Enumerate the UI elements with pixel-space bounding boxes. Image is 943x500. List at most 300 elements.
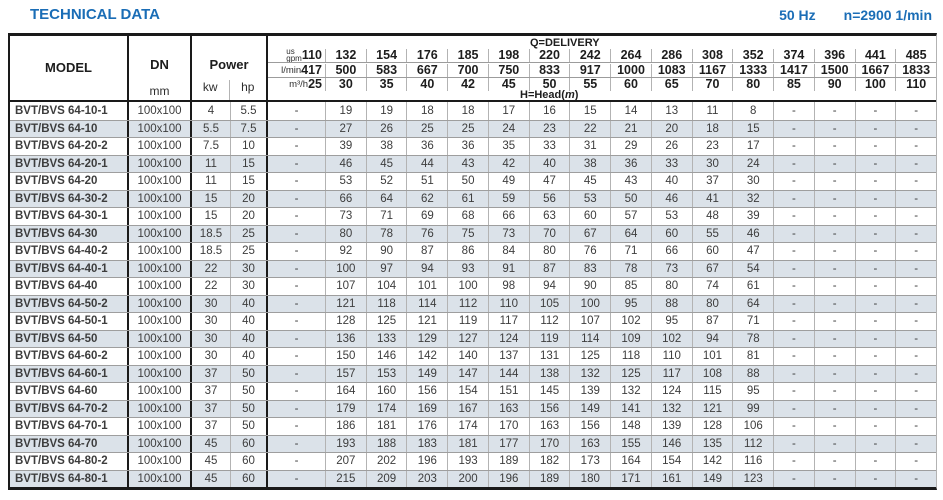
head-value-cell: 118 (610, 348, 651, 365)
kw-cell: 45 (204, 437, 218, 450)
head-value-cell: - (294, 455, 299, 468)
hp-cell: 10 (230, 138, 268, 155)
head-value-cell: - (294, 402, 299, 415)
head-value-cell: 15 (732, 121, 773, 138)
head-value-cell: - (855, 401, 896, 418)
head-value-cell: - (773, 278, 814, 295)
head-value-cell: 132 (569, 366, 610, 383)
head-value-cell: - (814, 278, 855, 295)
head-value-cell: - (895, 278, 936, 295)
head-value-cell: 132 (610, 383, 651, 400)
head-value-cell: - (294, 210, 299, 223)
head-value-cell: 95 (732, 383, 773, 400)
delivery-value-cell: 60 (610, 78, 651, 91)
head-value-cell: 110 (488, 296, 529, 313)
head-value-cell: 148 (610, 418, 651, 435)
head-value-cell: - (814, 102, 855, 120)
head-value-cell: 32 (732, 191, 773, 208)
head-value-cell: - (294, 280, 299, 293)
model-cell: BVT/BVS 64-30-1 (10, 208, 129, 225)
head-value-cell: - (814, 401, 855, 418)
delivery-value-cell: 441 (855, 49, 896, 62)
dn-cell: 100x100 (129, 418, 192, 435)
delivery-value-cell: 264 (610, 49, 651, 62)
head-value-cell: 23 (529, 121, 570, 138)
head-value-cell: 149 (406, 366, 447, 383)
hp-cell: 60 (230, 453, 268, 470)
dn-cell: 100x100 (129, 366, 192, 383)
head-value-cell: - (855, 436, 896, 453)
head-value-cell: - (895, 226, 936, 243)
delivery-value-cell: 1000 (610, 64, 651, 77)
head-value-cell: 145 (529, 383, 570, 400)
head-value-cell: - (294, 245, 299, 258)
head-value-cell: 47 (529, 173, 570, 190)
delivery-lmin-row (268, 62, 936, 77)
head-value-cell: 50 (447, 173, 488, 190)
head-value-cell: 66 (325, 191, 366, 208)
delivery-value-cell: 1167 (692, 64, 733, 77)
head-value-cell: 161 (651, 471, 692, 488)
kw-cell: 37 (204, 402, 218, 415)
kw-cell: 45 (204, 455, 218, 468)
table-header (10, 36, 936, 102)
head-value-cell: 62 (406, 191, 447, 208)
head-value-cell: - (814, 226, 855, 243)
head-value-cell: 196 (488, 471, 529, 488)
head-value-cell: 124 (488, 331, 529, 348)
delivery-value-cell: 485 (895, 49, 936, 62)
head-value-cell: 116 (732, 453, 773, 470)
head-value-cell: 146 (366, 348, 407, 365)
dn-cell: 100x100 (129, 313, 192, 330)
model-cell: BVT/BVS 64-60-1 (10, 366, 129, 383)
model-cell: BVT/BVS 64-80-1 (10, 471, 129, 488)
kw-cell: 4 (207, 104, 215, 117)
head-value-cell: 51 (406, 173, 447, 190)
dn-cell: 100x100 (129, 208, 192, 225)
head-value-cell: 46 (732, 226, 773, 243)
head-value-cell: - (855, 208, 896, 225)
kw-cell: 15 (204, 192, 218, 205)
head-value-cell: 186 (325, 418, 366, 435)
head-value-cell: 181 (447, 436, 488, 453)
head-value-cell: 41 (692, 191, 733, 208)
head-value-cell: 139 (651, 418, 692, 435)
table-row (10, 155, 936, 173)
head-value-cell: 151 (488, 383, 529, 400)
head-value-cell: 71 (610, 243, 651, 260)
delivery-value-cell: 1667 (855, 64, 896, 77)
head-value-cell: - (773, 191, 814, 208)
head-value-cell: - (855, 191, 896, 208)
head-value-cell: - (294, 332, 299, 345)
model-cell: BVT/BVS 64-70-2 (10, 401, 129, 418)
head-value-cell: - (294, 385, 299, 398)
head-value-cell: 17 (732, 138, 773, 155)
head-value-cell: 61 (732, 278, 773, 295)
hp-cell: 20 (230, 208, 268, 225)
head-value-cell: 118 (366, 296, 407, 313)
head-value-cell: 80 (651, 278, 692, 295)
table-row (10, 225, 936, 243)
head-value-cell: 25 (406, 121, 447, 138)
head-value-cell: 112 (447, 296, 488, 313)
head-value-cell: 47 (732, 243, 773, 260)
head-value-cell: 13 (651, 102, 692, 120)
head-value-cell: 69 (406, 208, 447, 225)
head-value-cell: 155 (610, 436, 651, 453)
head-value-cell: - (895, 366, 936, 383)
delivery-value-cell: 667 (406, 64, 447, 77)
head-value-cell: - (855, 471, 896, 488)
model-cell: BVT/BVS 64-10-1 (10, 102, 129, 120)
head-value-cell: 149 (569, 401, 610, 418)
head-value-cell: - (773, 348, 814, 365)
head-value-cell: 67 (692, 261, 733, 278)
dn-unit-label: mm (149, 84, 170, 98)
head-value-cell: - (855, 138, 896, 155)
head-value-cell: 43 (447, 156, 488, 173)
head-value-cell: 200 (447, 471, 488, 488)
head-value-cell: 163 (529, 418, 570, 435)
dn-cell: 100x100 (129, 156, 192, 173)
head-value-cell: - (855, 313, 896, 330)
head-value-cell: 207 (325, 453, 366, 470)
head-value-cell: 70 (529, 226, 570, 243)
head-value-cell: 46 (651, 191, 692, 208)
table-row (10, 330, 936, 348)
head-value-cell: - (855, 296, 896, 313)
delivery-value-cell: 185 (447, 49, 488, 62)
power-column-header (192, 36, 268, 100)
head-value-cell: 30 (692, 156, 733, 173)
head-value-cell: - (814, 243, 855, 260)
delivery-value-cell: 500 (325, 64, 366, 77)
delivery-value-cell: 110 (895, 78, 936, 91)
model-column-header (10, 36, 129, 100)
head-value-cell: 139 (569, 383, 610, 400)
kw-cell: 11 (205, 157, 217, 170)
head-value-cell: 87 (529, 261, 570, 278)
model-cell: BVT/BVS 64-50-2 (10, 296, 129, 313)
dn-cell: 100x100 (129, 102, 192, 120)
head-value-cell: - (773, 366, 814, 383)
head-value-cell: - (814, 313, 855, 330)
model-cell: BVT/BVS 64-40 (10, 278, 129, 295)
head-value-cell: 176 (406, 418, 447, 435)
head-value-cell: - (294, 420, 299, 433)
head-value-cell: 27 (325, 121, 366, 138)
delivery-value-cell: 50 (529, 78, 570, 91)
head-value-cell: 174 (366, 401, 407, 418)
head-value-cell: 193 (325, 436, 366, 453)
head-value-cell: 154 (651, 453, 692, 470)
head-value-cell: 150 (325, 348, 366, 365)
dn-cell: 100x100 (129, 331, 192, 348)
delivery-value-cell: 80 (732, 78, 773, 91)
model-cell: BVT/BVS 64-20-2 (10, 138, 129, 155)
kw-cell: 22 (204, 280, 218, 293)
head-value-cell: 33 (651, 156, 692, 173)
head-value-cell: - (895, 331, 936, 348)
head-value-cell: 37 (692, 173, 733, 190)
kw-cell: 30 (204, 332, 218, 345)
dn-cell: 100x100 (129, 191, 192, 208)
dn-cell: 100x100 (129, 401, 192, 418)
head-value-cell: - (773, 156, 814, 173)
kw-cell: 30 (204, 350, 218, 363)
kw-cell: 30 (204, 297, 218, 310)
head-value-cell: 164 (610, 453, 651, 470)
head-value-cell: 112 (732, 436, 773, 453)
head-value-cell: 83 (569, 261, 610, 278)
head-value-cell: 102 (651, 331, 692, 348)
head-value-cell: - (814, 173, 855, 190)
head-value-cell: 97 (366, 261, 407, 278)
head-value-cell: 11 (692, 102, 733, 120)
model-cell: BVT/BVS 64-20-1 (10, 156, 129, 173)
head-value-cell: 183 (406, 436, 447, 453)
dn-cell: 100x100 (129, 278, 192, 295)
delivery-label-row (268, 36, 936, 48)
table-row (10, 452, 936, 470)
head-value-cell: 164 (325, 383, 366, 400)
head-value-cell: - (895, 102, 936, 120)
model-cell: BVT/BVS 64-30-2 (10, 191, 129, 208)
delivery-value-cell: 1333 (732, 64, 773, 77)
model-cell: BVT/BVS 64-40-2 (10, 243, 129, 260)
head-value-cell: 163 (569, 436, 610, 453)
head-value-cell: 102 (610, 313, 651, 330)
head-value-cell: 20 (651, 121, 692, 138)
head-value-cell: - (294, 122, 299, 135)
head-label: H=Head(m) (520, 88, 579, 101)
head-value-cell: - (855, 243, 896, 260)
head-value-cell: 18 (692, 121, 733, 138)
head-value-cell: - (895, 138, 936, 155)
head-value-cell: - (773, 471, 814, 488)
head-value-cell: - (895, 401, 936, 418)
table-row (10, 295, 936, 313)
head-value-cell: - (895, 261, 936, 278)
head-value-cell: 87 (406, 243, 447, 260)
us-gpm-unit-label: us gpm (286, 46, 302, 63)
head-value-cell: - (294, 367, 299, 380)
head-value-cell: 35 (488, 138, 529, 155)
head-value-cell: 92 (325, 243, 366, 260)
head-value-cell: 115 (692, 383, 733, 400)
head-value-cell: 80 (692, 296, 733, 313)
head-value-cell: 53 (651, 208, 692, 225)
head-value-cell: 104 (366, 278, 407, 295)
hp-cell: 40 (230, 348, 268, 365)
head-value-cell: - (855, 261, 896, 278)
head-value-cell: 105 (529, 296, 570, 313)
head-value-cell: 66 (488, 208, 529, 225)
head-value-cell: 63 (529, 208, 570, 225)
head-value-cell: - (773, 173, 814, 190)
delivery-value-cell: 85 (773, 78, 814, 91)
head-value-cell: 84 (488, 243, 529, 260)
dn-cell: 100x100 (129, 436, 192, 453)
delivery-value-cell: 286 (651, 49, 692, 62)
head-value-cell: 169 (406, 401, 447, 418)
hp-cell: 30 (230, 261, 268, 278)
hp-cell: 15 (230, 173, 268, 190)
head-value-cell: 142 (406, 348, 447, 365)
head-value-cell: 78 (732, 331, 773, 348)
head-value-cell: 31 (569, 138, 610, 155)
head-value-cell: 107 (325, 278, 366, 295)
head-value-cell: 64 (732, 296, 773, 313)
hp-cell: 20 (230, 191, 268, 208)
head-value-cell: 177 (488, 436, 529, 453)
head-value-cell: 94 (406, 261, 447, 278)
head-value-cell: - (814, 418, 855, 435)
kw-cell: 18.5 (199, 227, 223, 240)
head-value-cell: 170 (488, 418, 529, 435)
delivery-value-cell: 30 (325, 78, 366, 91)
head-value-cell: 71 (366, 208, 407, 225)
head-value-cell: 76 (569, 243, 610, 260)
head-value-cell: 112 (529, 313, 570, 330)
head-value-cell: 154 (447, 383, 488, 400)
head-value-cell: 17 (488, 102, 529, 120)
head-value-cell: 101 (406, 278, 447, 295)
page-title: TECHNICAL DATA (30, 6, 160, 23)
model-cell: BVT/BVS 64-70 (10, 436, 129, 453)
head-value-cell: 73 (651, 261, 692, 278)
head-value-cell: - (855, 348, 896, 365)
head-value-cell: 30 (732, 173, 773, 190)
delivery-value-cell: 1417 (773, 64, 814, 77)
kw-cell: 11 (205, 175, 217, 188)
head-value-cell: 140 (447, 348, 488, 365)
head-value-cell: 90 (569, 278, 610, 295)
m3h-unit-label: m³/h (289, 78, 309, 90)
hp-cell: 40 (230, 296, 268, 313)
head-value-cell: 106 (732, 418, 773, 435)
head-value-cell: - (855, 453, 896, 470)
head-value-cell: - (855, 102, 896, 120)
head-value-cell: 93 (447, 261, 488, 278)
head-value-cell: - (773, 418, 814, 435)
head-value-cell: 138 (529, 366, 570, 383)
head-value-cell: 42 (488, 156, 529, 173)
head-value-cell: 117 (651, 366, 692, 383)
head-value-cell: 182 (529, 453, 570, 470)
head-value-cell: - (895, 436, 936, 453)
head-value-cell: 100 (325, 261, 366, 278)
head-value-cell: - (855, 156, 896, 173)
head-value-cell: 25 (447, 121, 488, 138)
delivery-unit-cell (268, 64, 325, 77)
head-value-cell: - (814, 471, 855, 488)
delivery-value-cell: 154 (366, 49, 407, 62)
delivery-value-cell: 1083 (651, 64, 692, 77)
model-cell: BVT/BVS 64-10 (10, 121, 129, 138)
head-value-cell: 60 (651, 226, 692, 243)
head-value-cell: 119 (529, 331, 570, 348)
head-value-cell: 29 (610, 138, 651, 155)
head-value-cell: 180 (569, 471, 610, 488)
head-value-cell: - (773, 453, 814, 470)
head-value-cell: 64 (366, 191, 407, 208)
frequency-label: 50 Hz (779, 7, 816, 23)
head-value-cell: 38 (569, 156, 610, 173)
head-value-cell: - (895, 156, 936, 173)
table-row (10, 400, 936, 418)
dn-cell: 100x100 (129, 453, 192, 470)
head-value-cell: - (895, 471, 936, 488)
model-cell: BVT/BVS 64-50 (10, 331, 129, 348)
head-value-cell: 114 (569, 331, 610, 348)
table-row (10, 207, 936, 225)
head-value-cell: 107 (569, 313, 610, 330)
delivery-header-section (268, 36, 936, 100)
delivery-value-cell: 396 (814, 49, 855, 62)
dn-cell: 100x100 (129, 471, 192, 488)
delivery-value-cell: 176 (406, 49, 447, 62)
head-value-cell: - (814, 261, 855, 278)
head-value-cell: 50 (610, 191, 651, 208)
head-value-cell: 38 (366, 138, 407, 155)
model-cell: BVT/BVS 64-20 (10, 173, 129, 190)
kw-unit-label: kw (202, 80, 218, 94)
table-row (10, 347, 936, 365)
head-value-cell: - (773, 436, 814, 453)
head-value-cell: 137 (488, 348, 529, 365)
head-value-cell: - (895, 208, 936, 225)
head-value-cell: 215 (325, 471, 366, 488)
head-value-cell: - (855, 383, 896, 400)
head-value-cell: 48 (692, 208, 733, 225)
head-value-cell: 94 (529, 278, 570, 295)
dn-cell: 100x100 (129, 243, 192, 260)
head-value-cell: - (814, 296, 855, 313)
kw-cell: 37 (204, 385, 218, 398)
head-value-cell: 59 (488, 191, 529, 208)
hp-cell: 25 (230, 226, 268, 243)
delivery-value-cell: 55 (569, 78, 610, 91)
kw-cell: 30 (204, 315, 218, 328)
delivery-value-cell: 70 (692, 78, 733, 91)
head-value-cell: 19 (325, 102, 366, 120)
technical-data-table (8, 33, 937, 490)
head-value-cell: 44 (406, 156, 447, 173)
head-value-cell: 95 (651, 313, 692, 330)
head-value-cell: - (814, 453, 855, 470)
hp-cell: 15 (230, 156, 268, 173)
head-value-cell: 128 (325, 313, 366, 330)
head-value-cell: 129 (406, 331, 447, 348)
model-cell: BVT/BVS 64-40-1 (10, 261, 129, 278)
head-value-cell: 43 (610, 173, 651, 190)
model-cell: BVT/BVS 64-30 (10, 226, 129, 243)
head-value-cell: 135 (692, 436, 733, 453)
head-value-cell: - (814, 208, 855, 225)
head-value-cell: 125 (610, 366, 651, 383)
model-cell: BVT/BVS 64-50-1 (10, 313, 129, 330)
head-value-cell: - (773, 208, 814, 225)
delivery-value-cell: 242 (569, 49, 610, 62)
head-value-cell: 157 (325, 366, 366, 383)
head-value-cell: 33 (529, 138, 570, 155)
delivery-value-cell: 1833 (895, 64, 936, 77)
head-value-cell: 49 (488, 173, 529, 190)
head-value-cell: - (895, 313, 936, 330)
